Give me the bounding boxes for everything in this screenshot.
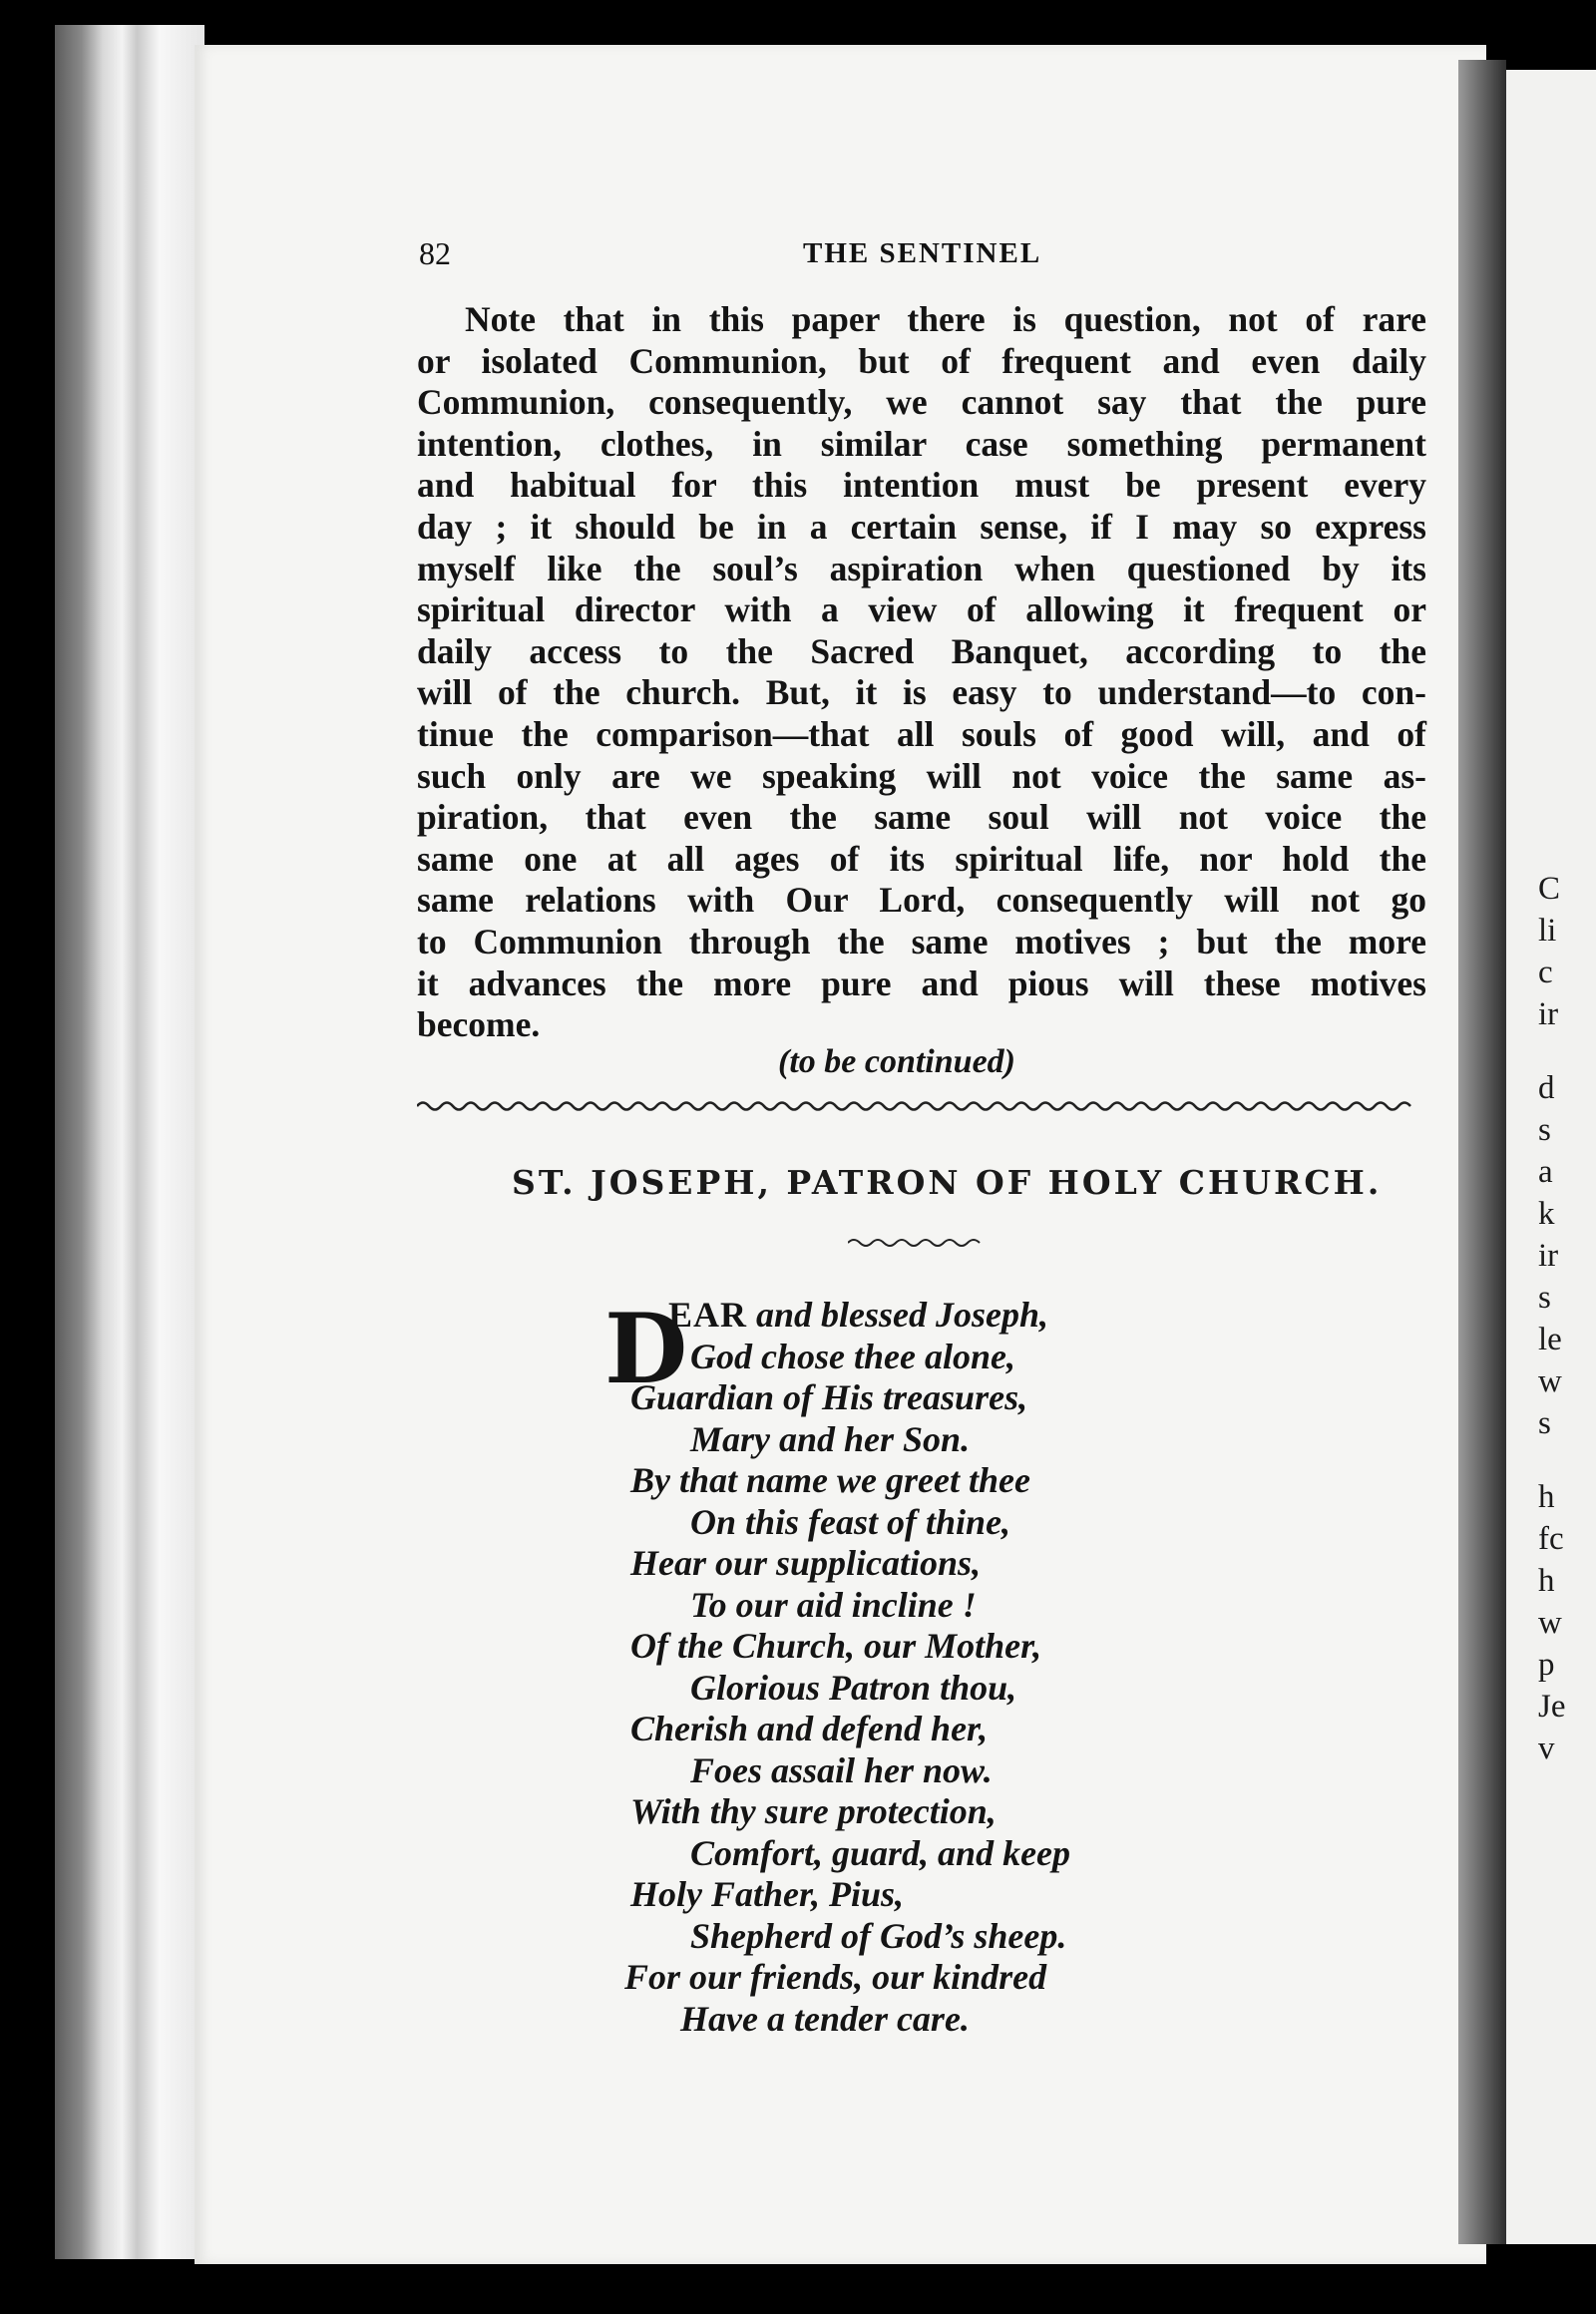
text-line: and habitual for this intention must be present every — [417, 465, 1426, 506]
poem-verse: Guardian of His treasures, — [630, 1377, 1028, 1417]
wavy-divider — [417, 1097, 1426, 1115]
text-line: will of the church. But, it is easy to understand—to con- — [417, 672, 1426, 713]
book-edge-left — [55, 25, 204, 2259]
page-number: 82 — [419, 235, 451, 271]
adjacent-page-fragment: h — [1538, 1563, 1555, 1599]
poem-verse: By that name we greet thee — [630, 1460, 1030, 1500]
poem-verse: Comfort, guard, and keep — [690, 1832, 1071, 1873]
adjacent-page-fragment: h — [1538, 1479, 1555, 1515]
text-line: intention, clothes, in similar case something permanent — [417, 423, 1426, 464]
adjacent-page-fragment: li — [1538, 913, 1557, 949]
adjacent-page-fragment: w — [1538, 1363, 1562, 1399]
adjacent-page-fragment: s — [1538, 1280, 1551, 1316]
adjacent-page-fragment: s — [1538, 1112, 1551, 1148]
text-line: to Communion through the same motives ; but the more — [417, 921, 1426, 962]
adjacent-page-fragment: s — [1538, 1405, 1551, 1441]
poem-verse: For our friends, our kindred — [624, 1957, 1047, 1997]
adjacent-page-fragment: w — [1538, 1605, 1562, 1641]
text-line: Communion, consequently, we cannot say that the pure — [417, 382, 1426, 423]
poem-verse: Shepherd of God’s sheep. — [690, 1915, 1067, 1956]
adjacent-page-fragment: Je — [1538, 1689, 1566, 1725]
continued-note: (to be continued) — [778, 1043, 1015, 1080]
adjacent-page-fragment: v — [1538, 1731, 1555, 1766]
poem-verse: Glorious Patron thou, — [690, 1667, 1017, 1708]
text-line: daily access to the Sacred Banquet, according to the — [417, 630, 1426, 671]
poem-verse: Of the Church, our Mother, — [630, 1626, 1042, 1666]
text-line: same relations with Our Lord, consequently will not go — [417, 880, 1426, 921]
verse-text: and blessed Joseph, — [756, 1295, 1049, 1335]
poem-verse: Foes assail her now. — [690, 1749, 993, 1790]
adjacent-page-fragment: k — [1538, 1196, 1555, 1232]
poem-verse: Mary and her Son. — [690, 1418, 971, 1459]
poem-verse: To our aid incline ! — [690, 1584, 977, 1625]
text-line: same one at all ages of its spiritual life, nor hold the — [417, 838, 1426, 879]
poem-verse: On this feast of thine, — [690, 1501, 1011, 1542]
adjacent-page-fragment: ir — [1538, 1238, 1559, 1274]
adjacent-page — [1506, 70, 1596, 2244]
text-line: such only are we speaking will not voice the same as- — [417, 755, 1426, 796]
poem-verse — [598, 1295, 1297, 1337]
text-line: become. — [417, 1004, 541, 1045]
first-word-rest: EAR — [668, 1295, 748, 1335]
poem — [598, 1295, 1297, 2040]
text-line: myself like the soul’s aspiration when questioned by its — [417, 548, 1426, 588]
text-line: or isolated Communion, but of frequent and even daily — [417, 340, 1426, 381]
text-line: it advances the more pure and pious will these motives — [417, 963, 1426, 1003]
body-paragraph — [417, 299, 1426, 1046]
adjacent-page-fragment: C — [1538, 871, 1561, 907]
text-line: tinue the comparison—that all souls of good will, and of — [417, 713, 1426, 754]
adjacent-page-fragment: ir — [1538, 996, 1559, 1032]
adjacent-page-fragment: le — [1538, 1322, 1562, 1357]
poem-verse: God chose thee alone, — [690, 1336, 1015, 1376]
adjacent-page-fragment: d — [1538, 1070, 1555, 1106]
running-title: THE SENTINEL — [803, 237, 1042, 269]
text-line: day ; it should be in a certain sense, if I may so express — [417, 506, 1426, 547]
poem-verse: With thy sure protection, — [630, 1791, 997, 1831]
adjacent-page-fragment: c — [1538, 955, 1553, 990]
poem-verse: Cherish and defend her, — [630, 1709, 989, 1748]
text-line: spiritual director with a view of allowing it frequent or — [417, 589, 1426, 630]
poem-verse: Have a tender care. — [680, 1998, 970, 2039]
article-title: ST. JOSEPH, PATRON OF HOLY CHURCH. — [512, 1163, 1383, 1202]
book-spine-shadow — [1458, 60, 1506, 2244]
poem-verse: Holy Father, Pius, — [630, 1874, 905, 1914]
text-line: Note that in this paper there is question, not of rare — [465, 299, 1426, 339]
text-line: piration, that even the same soul will not voice the — [417, 797, 1426, 838]
adjacent-page-fragment: a — [1538, 1154, 1553, 1190]
poem-verse: Hear our supplications, — [630, 1543, 982, 1583]
adjacent-page-fragment: p — [1538, 1647, 1555, 1683]
adjacent-page-fragment: fc — [1538, 1521, 1564, 1557]
title-ornament — [848, 1237, 983, 1249]
drop-cap: D — [604, 1293, 688, 1405]
